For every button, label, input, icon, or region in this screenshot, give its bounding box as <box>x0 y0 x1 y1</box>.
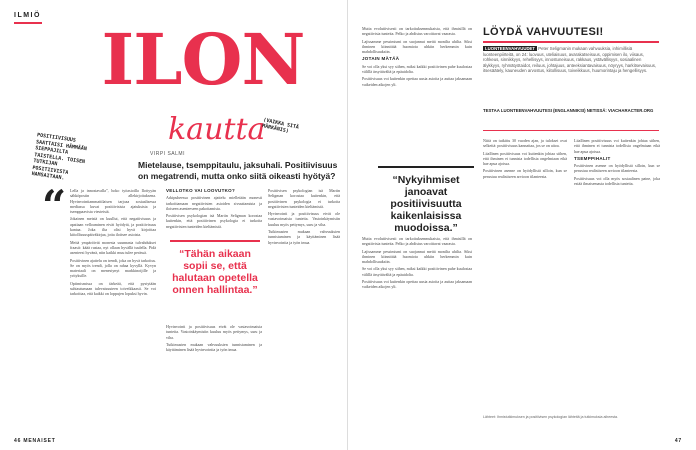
sidebar-box-link-text: TESTAA LUONTEENVAHVUUTESI (ENGLANNIKSI) NETISSÄ: VIACHARACTER.ORG <box>483 108 654 113</box>
column-heading: JOTAIN MÄTÄÄ <box>362 56 400 62</box>
body-paragraph: Lajissamme pessimismi on suojannut meitä monilta uhilta. Siksi ihminen kiinnittää huomiota uhkiin herkemmin kuin mahdollisuuksiin. <box>362 248 472 265</box>
sidebar-box-text <box>483 46 659 74</box>
drop-quote-mark: “ <box>42 181 67 230</box>
body-paragraph: Arkipuheessa positiivinen ajattelu mielletään monesti tarkoittamaan negatiivisten asioiden sivuuttamista ja iloiseen asenteeseen pakottamista. <box>166 195 262 211</box>
body-paragraph: Positiivisen psykologian isä Martin Seligman korostaa kuitenkin, että positiivinen psykologia ei tarkoita negatiivisten tunteiden kieltämistä. <box>166 213 262 229</box>
body-paragraph: Lella ja innostavalla”, hoko työasioilla Ilottyyän sähköpostin allekirjoituksena. Hyvinvointiammattilaisen tarjoaa sosiaalisessa mediassa kuvat positiivisista ajatuksista ja tsemppaavista viesteistä. <box>70 188 156 215</box>
page-footer-left: 46 MENAISET <box>14 438 56 444</box>
body-paragraph: Lajissamme pessimismi on suojannut meitä monilta uhilta. Siksi ihminen kiinnittää huomiota uhkiin herkemmin kuin mahdollisuuksiin. <box>362 38 472 55</box>
sidebar-box-tag: LUONTEENVAHVUUDET <box>485 46 536 51</box>
body-paragraph: Jokainen meistä on kuullut, että negatiivisuus ja apatiaan velloaminen eivät hyödytä, ja positiivisuus kantaa. Joka ilta olisi hyvä kirjoittaa kiitollisuuspäiväkirjaa, jotta iloitsee asioista. <box>70 216 156 238</box>
body-paragraph: Positiivinen ajattelu on trendi, joka on hyvä tarkoitus. Se on myös trendi, jolla on rahaa kyvyllä. Kyvyn materiaali on menestynyt markkinoijille ja yrityksille. <box>70 257 156 279</box>
headline: ILON <box>101 18 305 101</box>
sidebar-box-title: LÖYDÄ VAHVUUTESI! <box>483 26 604 38</box>
handwritten-note: (VAIKKA SITÄ MÄRKÄNIS) <box>261 117 300 135</box>
body-paragraph: Positiivisen psykologian isä Martin Seligman korostaa kuitenkin, että positiivinen psykologia ei tarkoita negatiivisten tunteiden kieltämistä. <box>268 188 340 209</box>
body-paragraph: Hyvinvointi ja positiivisuus eivät ole vastavoimaisia tunteita. Vastoinkäymisiin kuuluu myös pettymys, suru ja viha. <box>166 324 262 340</box>
sidebar-box-rule <box>483 41 659 43</box>
pull-quote: “Tähän aikaan sopii se, että halutaan opetella onnen hallintaa.” <box>170 240 260 296</box>
body-paragraph: Positiivisuus voi kuitenkin opettaa uusia asioita ja auttaa jaksamaan vaikeiden aikojen yli. <box>362 279 472 290</box>
sources-caption: Lähteet: Ihmistutkimuksen ja positiivisen psykologian lähteitä ja tutkimuksia aiheesta. <box>483 415 619 419</box>
body-paragraph: Positiivisuus voi olla myös sosiaalinen paine, joka estää ilmaisemasta todellisia tunteita. <box>574 175 660 187</box>
body-column-3-cont <box>362 236 472 292</box>
body-paragraph: Se voi olla yksi syy siihen, miksi kaikki positiivinen puhe kuulostaa välillä ärsyttävältä ja epäaidolta. <box>362 266 472 277</box>
byline: VIRPI SALMI <box>150 151 185 157</box>
body-column-2 <box>166 186 262 231</box>
body-paragraph: Positiivinen asenne on hyödyllistä silloin, kun se perustuu realistiseen arvioon tilanteesta. <box>483 168 567 179</box>
body-paragraph: Liiallinen positiivisuus voi kuitenkin johtaa siihen, että ihminen ei tunnista todellisia ongelmiaan eikä hae apua ajoissa. <box>574 138 660 154</box>
body-paragraph: Mutta evolutiivisesti on tarkoituksenmukaista, että ihmisillä on negatiivisia tunteita. Pelko ja ahdistus varoittavat vaarasta. <box>362 26 472 37</box>
body-column-4 <box>483 138 567 181</box>
body-column-5 <box>574 138 660 188</box>
column-heading: VELLOTKO VAI LOOVUTKO? <box>166 188 236 193</box>
sidebar-box-divider <box>483 130 659 131</box>
body-paragraph: Positiivisuus voi kuitenkin opettaa uusia asioita ja auttaa jaksamaan vaikeiden aikojen yli. <box>362 76 472 87</box>
sidebar-box-body: Peter Seligmanin mukaan vahvuuksia, inhimillisiä luonteenpiirteitä, on 24: luovuus, uteliaisuus, avarakatseisuus, oppimisen ilo, viisaus, rohkeus, sinnikkyys, rehellisyys, innostuneisuus, rakkaus, ystävällisyys, sosiaalinen älykkyys, ryhmätyötaidot, reiluus, johtajuus, anteeksiantavaisuus, nöyryys, harkitsevaisuus, itsesäätely, kauneuden arvostus, kiitollisuus, toiveikkuus, huumorintaju ja hengellisyys. <box>483 46 657 73</box>
body-paragraph: Liiallinen positiivisuus voi kuitenkin johtaa siihen, että ihminen ei tunnista todellisia ongelmiaan eikä hae apua ajoissa. <box>483 150 567 167</box>
body-paragraph: Niitä on tutkittu 30 vuoden ajan, ja tulokset ovat selkeitä: positiivisuus kannattaa, jos se on aitoa. <box>483 138 567 149</box>
body-paragraph: Tutkimusten mukaan vahvuuksien tunnistaminen ja käyttäminen lisää hyvinvointia ja työn imua. <box>166 341 262 353</box>
section-rule <box>14 22 42 24</box>
body-column-1 <box>70 188 156 299</box>
body-paragraph: Se voi olla yksi syy siihen, miksi kaikki positiivinen puhe kuulostaa välillä ärsyttävältä ja epäaidolta. <box>362 63 472 75</box>
body-paragraph: Positiivinen asenne on hyödyllistä silloin, kun se perustuu realistiseen arvioon tilanteesta. <box>574 163 660 174</box>
page-footer-right: 47 <box>674 438 682 444</box>
body-column-2-cont <box>166 324 262 354</box>
body-paragraph: Meitä ympäröivät monesta suunnasta tulvahdukset fraasit: käää rustaa, nyt ollaan hyvällä tuulella. Pidä asenteesi hyvänä, niin kaikki muu tulee perässä. <box>70 239 156 256</box>
body-paragraph: Hyvinvointi ja positiivisuus eivät ole vastavoimaisia tunteita. Vastoinkäymisiin kuuluu myös pettymys, suru ja viha. <box>268 211 340 227</box>
pull-quote: “Nykyihmiset janoavat positiivisuutta kaikenlaisissa muodoissa.” <box>378 166 474 234</box>
body-column-3 <box>362 26 472 89</box>
headline-script: kautta <box>168 112 266 147</box>
page-spine <box>347 0 348 450</box>
body-paragraph: Tutkimusten mukaan vahvuuksien tunnistaminen ja käyttäminen lisää hyvinvointia ja työn imua. <box>268 229 340 245</box>
section-tag: ILMIÖ <box>14 12 41 19</box>
body-column-2b <box>268 188 340 247</box>
body-paragraph: Optimismissa on tärkeää, että pystytään suhtautumaan tulevaisuuteen toiveikkaasti. Se voi tarkoittaa, että kaikki on loppujen lopuksi hyvin. <box>70 280 156 297</box>
column-heading: TSEMPPIHALIT <box>574 155 611 161</box>
lead-paragraph: Mietelause, tsemppitaulu, jaksuhali. Positiivisuus on megatrendi, mutta onko siitä oikeasti hyötyä? <box>138 160 338 181</box>
body-paragraph: Mutta evolutiivisesti on tarkoituksenmukaista, että ihmisillä on negatiivisia tunteita. Pelko ja ahdistus varoittavat vaarasta. <box>362 236 472 247</box>
handwritten-side-note: POSITIIVISUUS SAATTAISI HÄMMÄÄN SIEPPAJILTA TAISTELLA. TOISEN TUTKIJAN POSITIIVISTA HAMSAITAAN. <box>31 132 88 182</box>
